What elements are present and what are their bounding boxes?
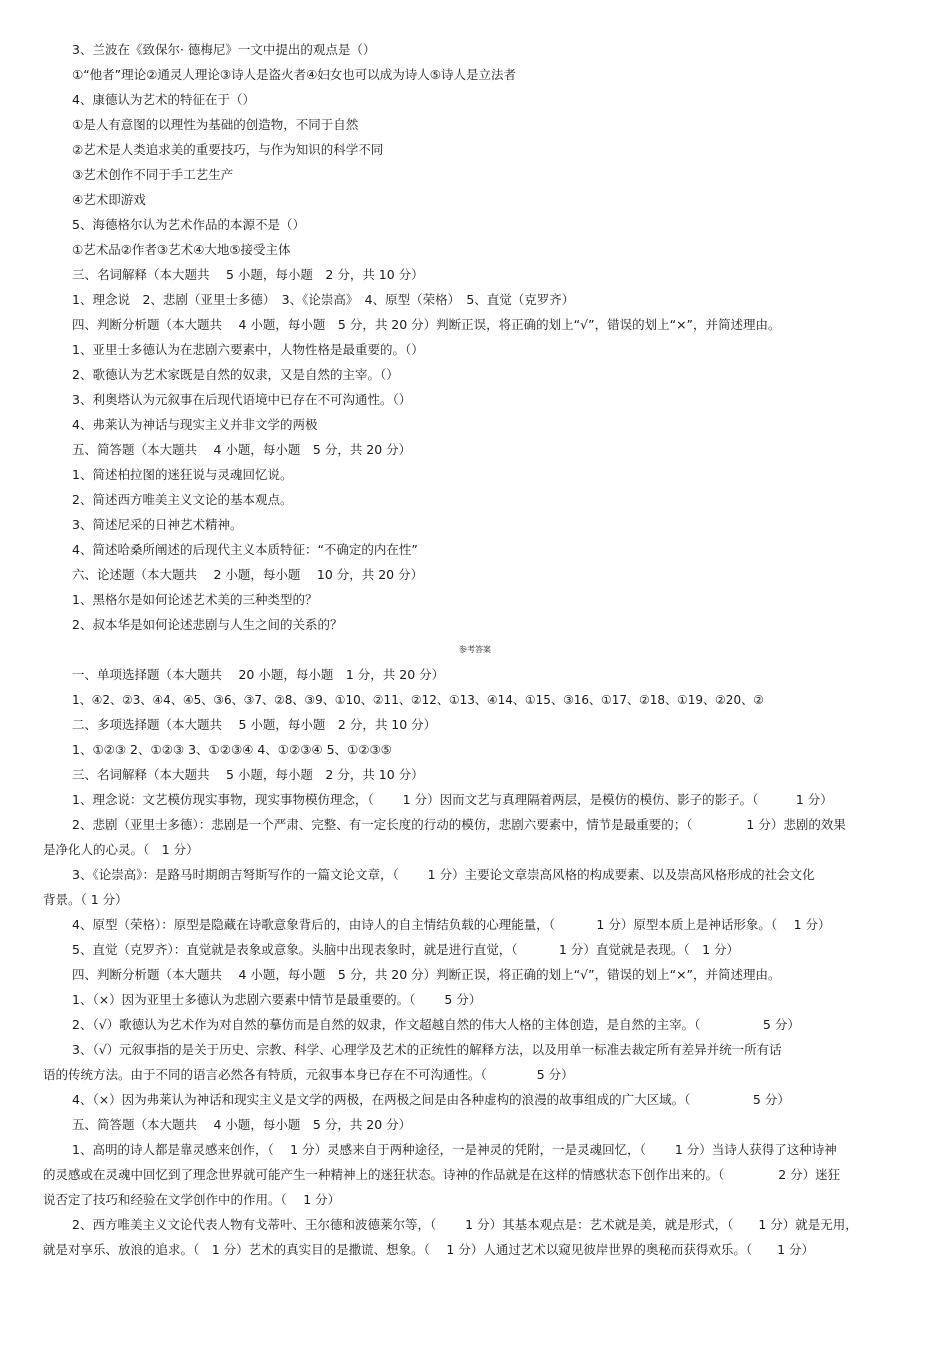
answer-line: 1、（×）因为亚里士多德认为悲剧六要素中情节是最重要的。（ 5 分） [72,992,482,1007]
section-heading: 二、多项选择题（本大题共 5 小题，每小题 2 分，共 10 分） [72,717,437,732]
answer-line: 2、（√）歌德认为艺术作为对自然的摹仿而是自然的奴隶，作文超越自然的伟大人格的主体创造，是自然的主宰。（ 5 分） [72,1017,800,1032]
answer-line: 4、原型（荣格）：原型是隐藏在诗歌意象背后的，由诗人的自主情结负载的心理能量，（ 1 分）原型本质上是神话形象。（ 1 分） [72,917,831,932]
answer-line: 3、（√）元叙事指的是关于历史、宗教、科学、心理学及艺术的正统性的解释方法，以及用单一标准去裁定所有差异并统一所有话 [72,1042,782,1057]
answer-line: 1、理念说：文艺模仿现实事物，现实事物模仿理念，（ 1 分）因而文艺与真理隔着两层，是模仿的模仿、影子的影子。（ 1 分） [72,792,833,807]
answers-title: 参考答案 [459,645,491,654]
question-line: 1、黑格尔是如何论述艺术美的三种类型的？ [72,592,318,607]
answer-line: 1、④2、②3、④4、④5、③6、③7、②8、③9、①10、②11、②12、①13、④14、①15、③16、①17、②18、①19、②20、② [72,693,764,707]
question-line: 3、兰波在《致保尔· 德梅尼》一文中提出的观点是（） [72,42,376,57]
question-options: ①是人有意图的以理性为基础的创造物，不同于自然 [72,117,359,132]
question-options: ③艺术创作不同于手工艺生产 [72,167,234,182]
answer-line: 3、《论崇高》：是路马时期朗吉弩斯写作的一篇文论文章，（ 1 分）主要论文章崇高风格的构成要素、以及崇高风格形成的社会文化 [72,867,815,882]
answer-line: 4、（×）因为弗莱认为神话和现实主义是文学的两极，在两极之间是由各种虚构的浪漫的故事组成的广大区域。（ 5 分） [72,1092,790,1107]
answer-line: 说否定了技巧和经验在文学创作中的作用。（ 1 分） [43,1192,341,1207]
question-line: 1、理念说 2、悲剧（亚里士多德） 3、《论崇高》 4、原型（荣格） 5、直觉（克罗齐） [72,292,575,307]
question-line: 3、利奥塔认为元叙事在后现代语境中已存在不可沟通性。（） [72,392,412,407]
question-line: 3、简述尼采的日神艺术精神。 [72,517,243,532]
question-options: ①“他者”理论②通灵人理论③诗人是盗火者④妇女也可以成为诗人⑤诗人是立法者 [72,67,516,82]
question-options: ①艺术品②作者③艺术④大地⑤接受主体 [72,242,291,257]
question-line: 1、简述柏拉图的迷狂说与灵魂回忆说。 [72,467,293,482]
question-line: 4、简述哈桑所阐述的后现代主义本质特征：“不确定的内在性” [72,542,418,557]
answer-line: 背景。（ 1 分） [43,892,128,907]
answer-line: 2、悲剧（亚里士多德）：悲剧是一个严肃、完整、有一定长度的行动的模仿，悲剧六要素中，情节是最重要的；（ 1 分）悲剧的效果 [72,817,846,832]
answer-line: 1、高明的诗人都是靠灵感来创作，（ 1 分）灵感来自于两种途径，一是神灵的凭附，一是灵魂回忆，（ 1 分）当诗人获得了这种诗神 [72,1142,837,1157]
question-line: 4、弗莱认为神话与现实主义并非文学的两极 [72,417,318,432]
question-line: 1、亚里士多德认为在悲剧六要素中，人物性格是最重要的。（） [72,342,424,357]
question-line: 5、海德格尔认为艺术作品的本源不是（） [72,217,305,232]
answer-line: 是净化人的心灵。（ 1 分） [43,842,199,857]
answer-line: 的灵感或在灵魂中回忆到了理念世界就可能产生一种精神上的迷狂状态。诗神的作品就是在这样的情感状态下创作出来的。（ 2 分）迷狂 [43,1167,841,1182]
section-heading: 一、单项选择题（本大题共 20 小题，每小题 1 分，共 20 分） [72,667,445,682]
section-heading: 三、名词解释（本大题共 5 小题，每小题 2 分，共 10 分） [72,767,424,782]
section-heading: 四、判断分析题（本大题共 4 小题，每小题 5 分，共 20 分）判断正误，将正确的划上“√”，错误的划上“×”，并简述理由。 [72,967,781,982]
section-heading: 三、名词解释（本大题共 5 小题，每小题 2 分，共 10 分） [72,267,424,282]
answer-line: 就是对享乐、放浪的追求。（ 1 分）艺术的真实目的是撒谎、想象。（ 1 分）人通过艺术以窥见彼岸世界的奥秘而获得欢乐。（ 1 分） [43,1242,815,1257]
answer-line: 2、西方唯美主义文论代表人物有戈蒂叶、王尔德和波德莱尔等，（ 1 分）其基本观点是：艺术就是美，就是形式，（ 1 分）就是无用， [72,1217,858,1232]
question-line: 2、简述西方唯美主义文论的基本观点。 [72,492,293,507]
question-line: 2、叔本华是如何论述悲剧与人生之间的关系的？ [72,617,343,632]
question-line: 4、康德认为艺术的特征在于（） [72,92,255,107]
answer-line: 语的传统方法。由于不同的语言必然各有特质，元叙事本身已存在不可沟通性。（ 5 分） [43,1067,574,1082]
section-heading: 六、论述题（本大题共 2 小题，每小题 10 分，共 20 分） [72,567,424,582]
answer-line: 5、直觉（克罗齐）：直觉就是表象或意象。头脑中出现表象时，就是进行直觉，（ 1 分）直觉就是表现。（ 1 分） [72,942,740,957]
section-heading: 五、简答题（本大题共 4 小题，每小题 5 分，共 20 分） [72,1117,412,1132]
answer-line: 1、①②③ 2、①②③ 3、①②③④ 4、①②③④ 5、①②③⑤ [72,742,392,757]
question-options: ②艺术是人类追求美的重要技巧，与作为知识的科学不同 [72,142,384,157]
question-options: ④艺术即游戏 [72,192,146,207]
question-line: 2、歌德认为艺术家既是自然的奴隶，又是自然的主宰。（） [72,367,399,382]
section-heading: 五、简答题（本大题共 4 小题，每小题 5 分，共 20 分） [72,442,412,457]
section-heading: 四、判断分析题（本大题共 4 小题，每小题 5 分，共 20 分）判断正误，将正确的划上“√”，错误的划上“×”，并简述理由。 [72,317,781,332]
